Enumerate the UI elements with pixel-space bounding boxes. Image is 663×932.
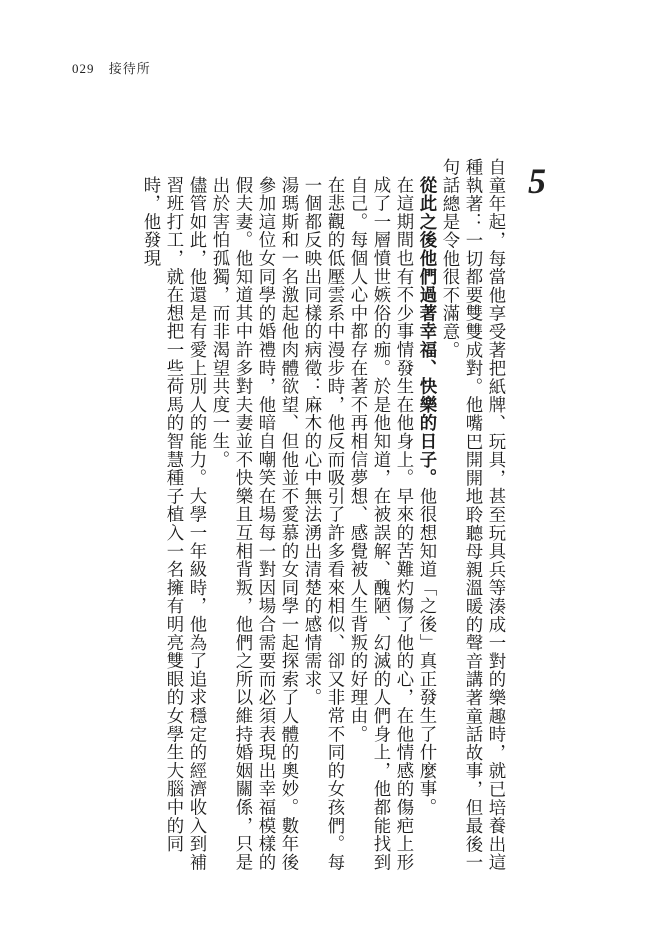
paragraph: 湯瑪斯和一名激起他肉體欲望、但他並不愛慕的女同學一起探索了人體的奧妙。數年後參加這位女同學的婚禮時，他暗自嘲笑在場每一對因場合需要而必須表現出幸福模樣的假夫妻。他知道其中許多對夫妻並不快樂且互相背叛，他們之所以維持婚姻關係，只是出於害怕孤獨，而非渴望共度一生。 — [209, 176, 298, 872]
page-header — [72, 58, 151, 77]
emphasized-phrase: 從此之後他們過著幸福、快樂的日子。 — [416, 176, 436, 488]
paragraph: 自童年起，每當他享受著把紙牌、玩具，甚至玩具兵等湊成一對的樂趣時，就已培養出這種執著：一切都要雙雙成對。他嘴巴開開地聆聽母親溫暖的聲音講著童話故事，但最後一句話總是令他很不滿意。 — [439, 158, 505, 872]
running-title: 接待所 — [108, 61, 151, 76]
paragraph: 在這期間也有不少事情發生在他身上。早來的苦難灼傷了他的心，在他情感的傷疤上形成了一層憤世嫉俗的痂。於是他知道，在被誤解、醜陋、幻滅的人們身上，他都能找到自己。每個人心中都存在著不再相信夢想、感覺被人生背叛的好理由。 — [347, 176, 413, 872]
chapter-number: 5 — [528, 161, 546, 201]
paragraph-continuation: 他很想知道「之後」真正發生了什麼事。 — [416, 487, 436, 817]
paragraph: 在悲觀的低壓雲系中漫步時，他反而吸引了許多看來相似、卻又非常不同的女孩們。每一個都反映出同樣的病徵：麻木的心中無法湧出清楚的感情需求。 — [301, 176, 344, 872]
vertical-body-text — [66, 158, 506, 880]
paragraph: 儘管如此，他還是有愛上別人的能力。大學一年級時，他為了追求穩定的經濟收入到補習班打工，就在想把一些荷馬的智慧種子植入一名擁有明亮雙眼的女學生大腦中的同時，他發現 — [140, 176, 206, 872]
page-number: 029 — [72, 61, 95, 76]
emphasized-paragraph — [414, 158, 437, 880]
